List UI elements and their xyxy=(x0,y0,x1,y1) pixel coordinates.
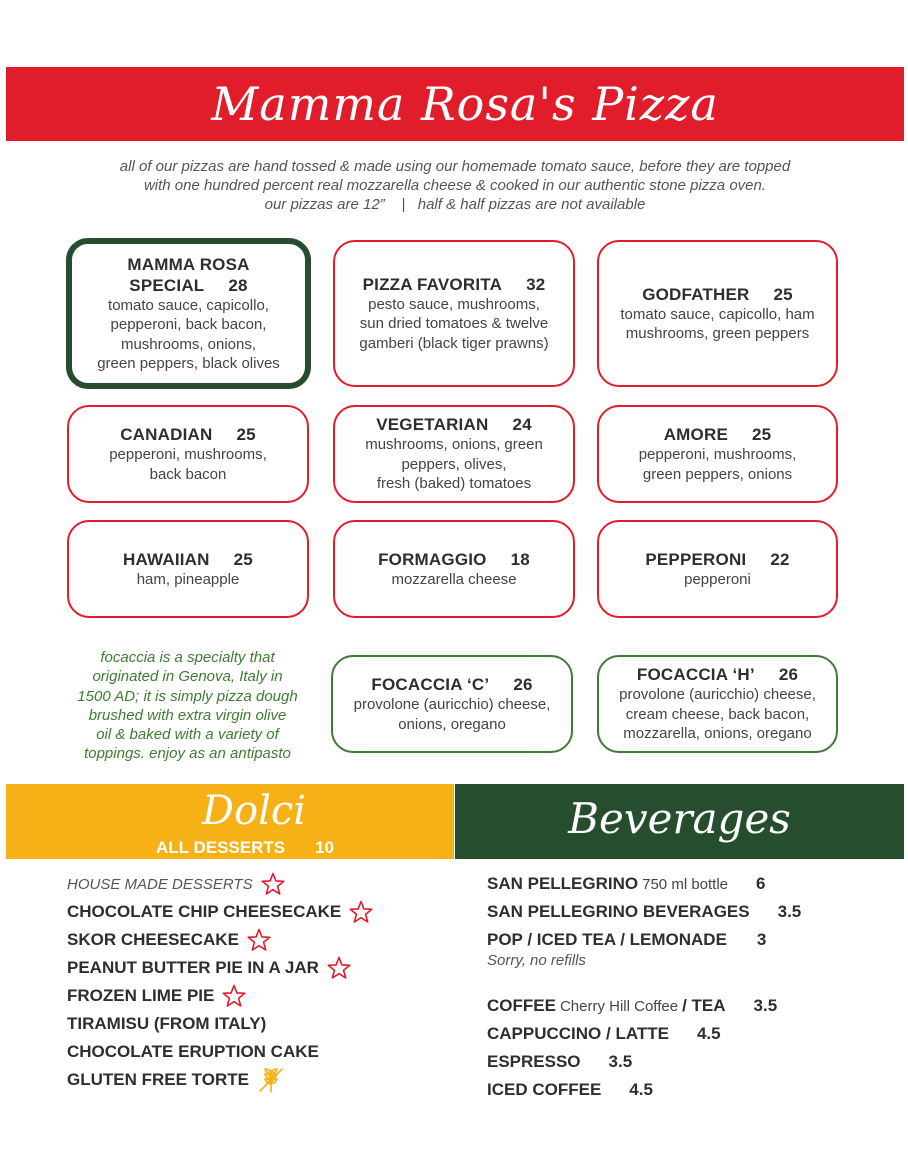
focaccia-note-line: originated in Genova, Italy in xyxy=(92,668,283,686)
pizza-card-godfather xyxy=(597,240,838,387)
star-icon xyxy=(222,984,246,1008)
beverage-price: 3.5 xyxy=(608,1052,633,1071)
gluten-free-icon xyxy=(257,1066,285,1094)
pizza-desc: mushrooms, onions, green xyxy=(365,436,543,454)
pizza-desc: green peppers, black olives xyxy=(97,355,280,372)
pizza-card-focaccia-h xyxy=(597,655,838,753)
focaccia-note-line: oil & baked with a variety of xyxy=(96,726,279,744)
pizza-title xyxy=(363,274,546,295)
dessert-name: CHOCOLATE ERUPTION CAKE xyxy=(67,1042,319,1061)
pizza-desc: cream cheese, back bacon, xyxy=(625,705,810,723)
focaccia-note-line: toppings. enjoy as an antipasto xyxy=(84,745,291,763)
pizza-card-vegetarian xyxy=(333,405,575,503)
list-item xyxy=(487,992,801,1020)
section-spacer xyxy=(487,970,801,992)
pizza-card-focaccia-c xyxy=(331,655,573,753)
pizza-price: 24 xyxy=(512,415,532,435)
pizza-name: FORMAGGIO xyxy=(378,549,487,569)
list-item xyxy=(67,870,373,898)
list-item xyxy=(67,954,373,982)
pizza-desc: back bacon xyxy=(149,465,227,483)
list-item xyxy=(487,1076,801,1104)
list-item xyxy=(67,1038,373,1066)
pizza-card-amore xyxy=(597,405,838,503)
pizza-title xyxy=(123,549,253,570)
pizza-name: FOCACCIA ‘C’ xyxy=(371,675,490,694)
no-refills-note: Sorry, no refills xyxy=(487,952,586,969)
beverage-price: 4.5 xyxy=(696,1024,721,1043)
pizza-desc: mozzarella cheese xyxy=(391,570,517,588)
pizza-desc: mozzarella, onions, oregano xyxy=(623,725,812,743)
star-icon xyxy=(327,956,351,980)
pizza-card-canadian xyxy=(67,405,309,503)
beverage-name: POP / ICED TEA / LEMONADE xyxy=(487,930,727,949)
focaccia-note-line: brushed with extra virgin olive xyxy=(88,706,287,724)
pizza-desc: mushrooms, green peppers xyxy=(625,325,810,342)
intro-line: all of our pizzas are hand tossed & made using our homemade tomato sauce, before they are topped xyxy=(119,158,791,175)
pizza-name: GODFATHER xyxy=(642,284,750,304)
dessert-name: SKOR CHEESECAKE xyxy=(67,930,239,949)
list-item xyxy=(487,870,801,898)
pizza-price: 26 xyxy=(778,665,799,685)
beverages-title: Beverages xyxy=(568,794,791,843)
dolci-subtitle xyxy=(156,838,334,858)
beverage-price: 3 xyxy=(756,930,767,949)
pizza-title xyxy=(637,664,798,685)
focaccia-note-line: focaccia is a specialty that xyxy=(100,649,275,666)
list-item xyxy=(67,1066,373,1094)
list-item xyxy=(67,1010,373,1038)
pizza-name: SPECIAL xyxy=(129,275,205,295)
pizza-desc: provolone (auricchio) cheese, xyxy=(619,686,816,704)
list-item xyxy=(487,898,801,926)
pizza-desc: pepperoni, mushrooms, xyxy=(109,446,267,463)
star-icon xyxy=(349,900,373,924)
pizza-card-mamma-rosa-special xyxy=(66,238,311,389)
all-desserts-price: 10 xyxy=(315,838,335,857)
pizza-price: 18 xyxy=(510,549,530,569)
pizza-desc: sun dried tomatoes & twelve xyxy=(359,315,549,333)
intro-text xyxy=(60,157,850,214)
star-icon xyxy=(261,872,285,896)
pizza-card-hawaiian xyxy=(67,520,309,618)
dolci-title: Dolci xyxy=(201,788,307,834)
pizza-price: 32 xyxy=(526,274,546,294)
pizza-title xyxy=(376,414,532,435)
pizza-title xyxy=(378,549,530,570)
dessert-name: FROZEN LIME PIE xyxy=(67,986,215,1005)
beverage-name: SAN PELLEGRINO BEVERAGES xyxy=(487,902,750,921)
list-item xyxy=(487,1048,801,1076)
star-icon xyxy=(247,928,271,952)
list-item xyxy=(487,926,801,954)
pizza-title xyxy=(645,549,789,570)
pizza-desc: green peppers, onions xyxy=(642,465,793,483)
list-item xyxy=(67,898,373,926)
pizza-title xyxy=(120,424,256,445)
pizza-desc: mushrooms, onions, xyxy=(120,335,257,353)
pizza-desc: pepperoni, mushrooms, xyxy=(638,446,797,463)
pizza-price: 25 xyxy=(233,549,253,569)
pizza-name: HAWAIIAN xyxy=(123,549,210,569)
title-banner xyxy=(6,67,904,141)
pizza-name: PIZZA FAVORITA xyxy=(362,274,503,294)
list-item xyxy=(487,1020,801,1048)
pizza-desc: provolone (auricchio) cheese, xyxy=(353,696,551,713)
focaccia-note xyxy=(60,648,315,764)
beverage-name: ICED COFFEE xyxy=(487,1080,602,1099)
pizza-desc: tomato sauce, capicollo, ham xyxy=(620,305,815,323)
beverage-list xyxy=(487,870,801,1104)
dolci-header xyxy=(6,784,454,859)
pizza-desc: ham, pineapple xyxy=(136,570,240,588)
pizza-title xyxy=(664,424,772,445)
dessert-name: HOUSE MADE DESSERTS xyxy=(67,875,253,893)
beverages-header xyxy=(455,784,904,859)
focaccia-note-line: 1500 AD; it is simply pizza dough xyxy=(77,687,298,705)
pizza-title xyxy=(642,284,793,305)
list-item xyxy=(67,982,373,1010)
beverage-price: 3.5 xyxy=(753,996,778,1015)
dessert-name: GLUTEN FREE TORTE xyxy=(67,1070,249,1089)
pizza-desc: peppers, olives, xyxy=(401,455,507,473)
pizza-price: 25 xyxy=(773,284,793,304)
beverage-name: CAPPUCCINO / LATTE xyxy=(487,1024,669,1043)
all-desserts-label: ALL DESSERTS xyxy=(156,838,286,857)
beverage-price: 6 xyxy=(756,874,766,893)
pizza-title xyxy=(371,674,532,695)
pizza-name-line2 xyxy=(129,275,247,296)
pizza-price: 25 xyxy=(751,425,772,444)
pizza-desc: onions, oregano xyxy=(398,715,506,733)
pizza-price: 26 xyxy=(513,675,533,694)
beverage-name: / TEA xyxy=(682,996,726,1015)
restaurant-name: Mamma Rosa's Pizza xyxy=(211,77,719,131)
beverage-detail: 750 ml bottle xyxy=(642,875,729,893)
pizza-name: MAMMA ROSA xyxy=(127,254,250,274)
dessert-list xyxy=(67,870,373,1094)
pizza-name: PEPPERONI xyxy=(645,549,747,569)
dessert-name: PEANUT BUTTER PIE IN A JAR xyxy=(67,958,319,977)
pizza-card-favorita xyxy=(333,240,575,387)
pizza-card-formaggio xyxy=(333,520,575,618)
pizza-desc: pepperoni, back bacon, xyxy=(110,316,267,333)
pizza-price: 28 xyxy=(228,275,248,295)
pizza-name: VEGETARIAN xyxy=(376,415,489,435)
pizza-name: AMORE xyxy=(663,425,728,444)
pizza-desc: fresh (baked) tomatoes xyxy=(376,475,532,493)
beverage-name: SAN PELLEGRINO xyxy=(487,874,639,893)
list-item xyxy=(67,926,373,954)
pizza-desc: gamberi (black tiger prawns) xyxy=(359,334,549,352)
pizza-name: FOCACCIA ‘H’ xyxy=(636,665,755,685)
beverage-price: 3.5 xyxy=(777,902,802,921)
pizza-price: 22 xyxy=(770,549,790,569)
intro-line: with one hundred percent real mozzarella cheese & cooked in our authentic stone pizza oven. xyxy=(143,177,767,194)
pizza-card-pepperoni xyxy=(597,520,838,618)
pizza-name: CANADIAN xyxy=(120,425,213,444)
pizza-desc: tomato sauce, capicollo, xyxy=(108,296,269,314)
beverage-name: COFFEE xyxy=(487,996,556,1015)
pizza-price: 25 xyxy=(236,425,256,444)
dessert-name: TIRAMISU (FROM ITALY) xyxy=(67,1014,267,1033)
intro-line: our pizzas are 12” | half & half pizzas are not available xyxy=(264,196,646,213)
pizza-desc: pepperoni xyxy=(684,570,751,588)
beverage-detail: Cherry Hill Coffee xyxy=(559,997,679,1015)
beverage-price: 4.5 xyxy=(629,1080,653,1099)
pizza-desc: pesto sauce, mushrooms, xyxy=(368,295,540,313)
dessert-name: CHOCOLATE CHIP CHEESECAKE xyxy=(67,902,342,921)
beverage-name: ESPRESSO xyxy=(487,1052,581,1071)
